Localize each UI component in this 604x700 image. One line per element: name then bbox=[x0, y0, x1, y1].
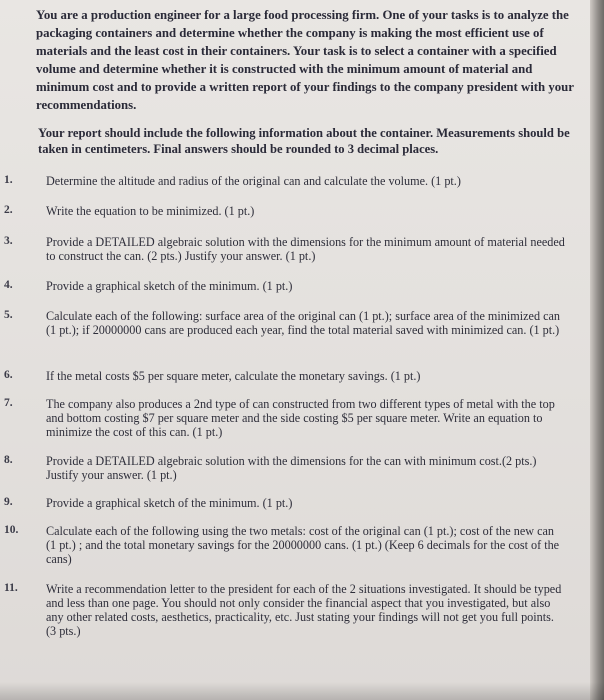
item-text: Provide a DETAILED algebraic solution with the dimensions for the can with minimum cost.(2 pts.) Justify your answer. (1 pt.) bbox=[46, 454, 537, 482]
item-number: 4. bbox=[4, 279, 13, 291]
item-number: 9. bbox=[4, 496, 13, 508]
item-number: 2. bbox=[4, 204, 13, 216]
item-text: If the metal costs $5 per square meter, calculate the monetary savings. (1 pt.) bbox=[46, 369, 421, 383]
item-text: Provide a graphical sketch of the minimum. (1 pt.) bbox=[46, 279, 293, 293]
item-text: Provide a DETAILED algebraic solution with the dimensions for the minimum amount of material needed to construct the can. (2 pts.) Justify your answer. (1 pt.) bbox=[46, 235, 565, 263]
item-text: Calculate each of the following using the two metals: cost of the original can (1 pt.); cost of the new can (1 pt.) ; and the total monetary savings for the 20000000 cans. (1 pt.) (Keep 6 decimals for the cost of the cans) bbox=[46, 524, 560, 566]
item-number: 5. bbox=[4, 309, 13, 321]
item-number: 6. bbox=[4, 369, 13, 381]
item-text: The company also produces a 2nd type of can constructed from two different types of metal with the top and bottom costing $7 per square meter and the side costing $5 per square meter. Write an equation to minimize the cost of this can. (1 pt.) bbox=[46, 397, 555, 439]
item-text: Write a recommendation letter to the president for each of the 2 situations investigated. It should be typed and less than one page. You should not only consider the financial aspect that you investigated, but also any other related costs, aesthetics, practicality, etc. Just stating your findings will not get you full points. (3 pts.) bbox=[46, 582, 562, 638]
intro-paragraph: You are a production engineer for a large food processing firm. One of your tasks is to analyze the packaging containers and determine whether the company is making the most efficient use of materials and the least cost in their containers. Your task is to select a container with a specified volume and determine whether it is constructed with the minimum amount of material and minimum cost and to provide a written report of your findings to the company president with your recommendations. bbox=[36, 8, 574, 112]
item-text: Determine the altitude and radius of the original can and calculate the volume. (1 pt.) bbox=[46, 174, 461, 188]
item-text: Write the equation to be minimized. (1 pt.) bbox=[46, 204, 255, 218]
page-edge bbox=[590, 0, 604, 700]
report-instructions: Your report should include the following information about the container. Measurements should be taken in centimeters. Final answers should be rounded to 3 decimal places. bbox=[38, 126, 570, 156]
page-shadow bbox=[0, 682, 604, 700]
item-number: 1. bbox=[4, 174, 13, 186]
item-number: 10. bbox=[4, 524, 19, 536]
item-text: Calculate each of the following: surface area of the original can (1 pt.); surface area of the minimized can (1 pt.); if 20000000 cans are produced each year, find the total material saved with minimized can. (1 pt.) bbox=[46, 309, 561, 337]
item-number: 8. bbox=[4, 454, 13, 466]
item-number: 3. bbox=[4, 235, 13, 247]
item-number: 11. bbox=[4, 582, 18, 594]
item-number: 7. bbox=[4, 397, 13, 409]
item-text: Provide a graphical sketch of the minimum. (1 pt.) bbox=[46, 496, 293, 510]
